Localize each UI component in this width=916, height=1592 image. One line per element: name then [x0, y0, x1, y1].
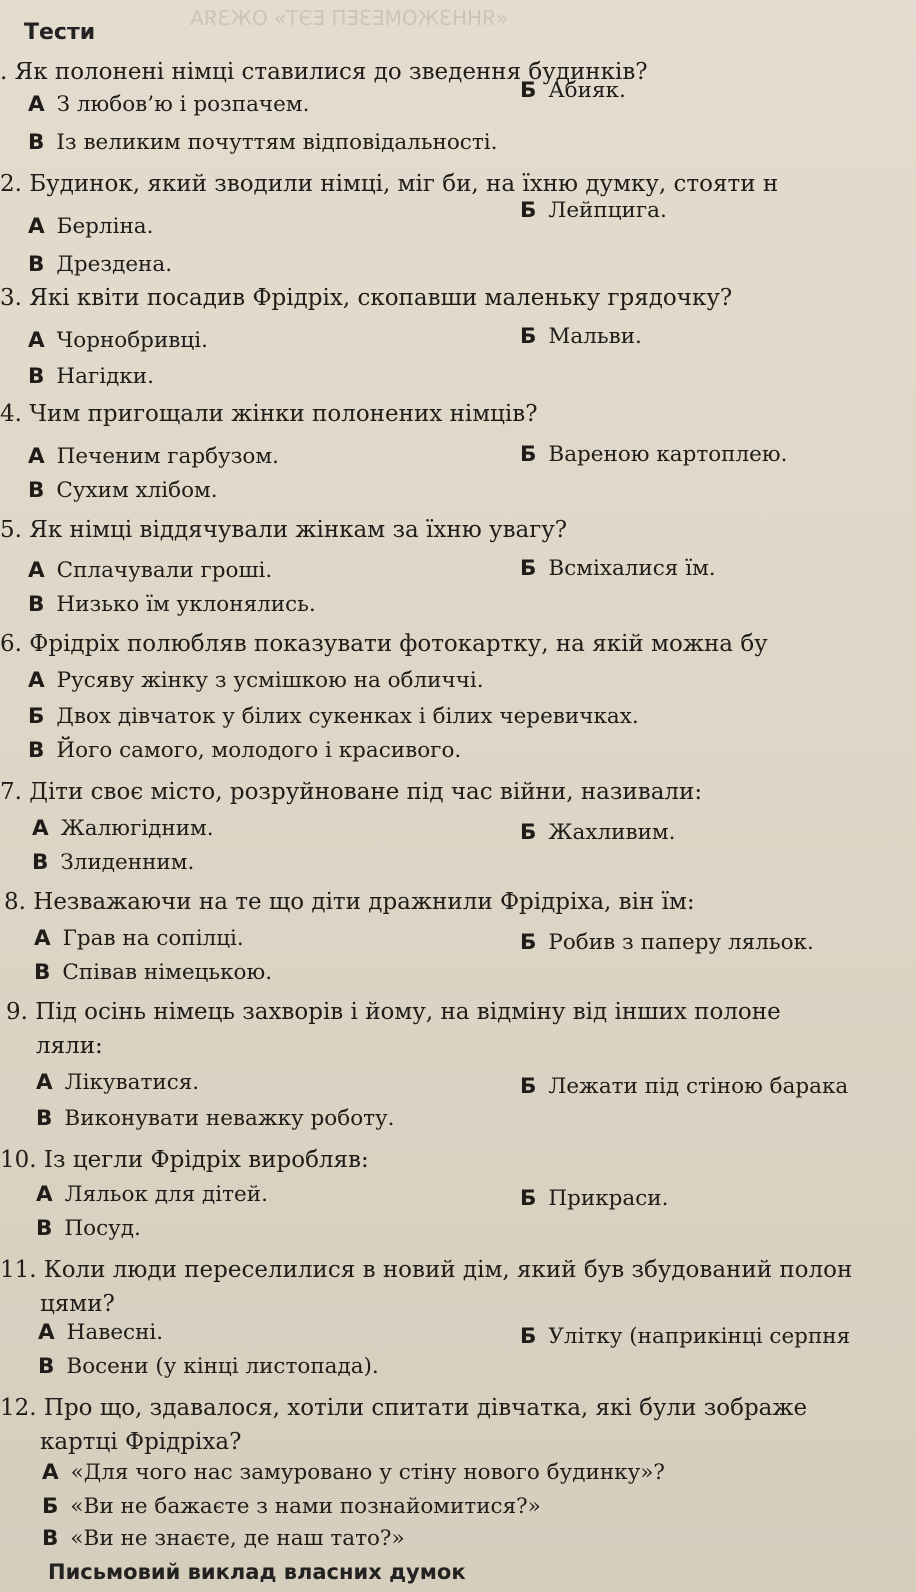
question-text: ляли: — [36, 1033, 103, 1059]
option-text: Нагідки. — [56, 364, 154, 389]
option-letter: А — [28, 328, 45, 353]
option-letter: Б — [520, 556, 537, 581]
option-b — [42, 1492, 541, 1522]
question-text: 3. Які квіти посадив Фрідріх, скопавши маленьку грядочку? — [0, 285, 733, 311]
option-text: «Ви не бажаєте з нами познайомитися?» — [70, 1494, 541, 1519]
option-text: Із великим почуттям відповідальності. — [56, 130, 498, 155]
option-a — [28, 556, 272, 586]
question-text: . Як полонені німці ставилися до зведення будинків? — [0, 59, 648, 85]
option-letter: В — [42, 1526, 59, 1551]
option-c — [42, 1524, 405, 1554]
option-text: Восени (у кінці листопада). — [66, 1354, 379, 1379]
option-c — [28, 128, 497, 158]
option-letter: В — [28, 592, 45, 617]
option-letter: А — [34, 926, 51, 951]
option-text: Сплачували гроші. — [56, 558, 273, 583]
option-letter: Б — [28, 704, 45, 729]
option-letter: А — [32, 816, 49, 841]
option-b — [520, 554, 716, 584]
option-b — [28, 702, 639, 732]
option-letter: А — [36, 1182, 53, 1207]
option-text: Улітку (наприкінці серпня — [548, 1324, 851, 1349]
question-text: 4. Чим пригощали жінки полонених німців? — [0, 401, 538, 427]
option-b — [520, 928, 814, 958]
option-a — [28, 212, 153, 242]
question-text: 6. Фрідріх полюбляв показувати фотокартку, на якій можна бу — [0, 631, 768, 657]
option-text: З любов’ю і розпачем. — [56, 92, 310, 117]
option-a — [36, 1068, 199, 1098]
option-letter: Б — [520, 1186, 537, 1211]
option-text: Жахливим. — [548, 820, 676, 845]
option-text: Жалюгідним. — [60, 816, 214, 841]
option-letter: В — [34, 960, 51, 985]
option-text: Посуд. — [64, 1216, 141, 1241]
bleed-through-text: «ЯНHЗЖОМЕЗЕП ЕЭТ» ОЖЗЯА — [190, 6, 509, 30]
option-letter: А — [28, 668, 45, 693]
option-letter: Б — [42, 1494, 59, 1519]
option-letter: Б — [520, 78, 537, 103]
option-text: «Ви не знаєте, де наш тато?» — [70, 1526, 405, 1551]
question-text: 7. Діти своє місто, розруйноване під час війни, називали: — [0, 779, 703, 805]
option-letter: В — [28, 130, 45, 155]
option-letter: Б — [520, 198, 537, 223]
option-c — [34, 958, 272, 988]
option-b — [520, 818, 675, 848]
option-c — [36, 1104, 395, 1134]
section-title: Тести — [24, 20, 96, 45]
option-a — [28, 442, 279, 472]
option-text: Сухим хлібом. — [56, 478, 218, 503]
option-c — [28, 476, 218, 506]
option-letter: В — [38, 1354, 55, 1379]
option-text: Ляльок для дітей. — [64, 1182, 268, 1207]
question-text: 8. Незважаючи на те що діти дражнили Фрідріха, він їм: — [4, 889, 695, 915]
option-letter: Б — [520, 820, 537, 845]
question-text: 9. Під осінь німець захворів і йому, на відміну від інших полоне — [6, 999, 781, 1025]
option-c — [36, 1214, 141, 1244]
option-text: Всміхалися їм. — [548, 556, 716, 581]
option-letter: В — [32, 850, 49, 875]
option-c — [28, 362, 154, 392]
option-letter: Б — [520, 930, 537, 955]
option-text: Берліна. — [56, 214, 154, 239]
option-text: Чорнобривці. — [56, 328, 208, 353]
option-a — [36, 1180, 268, 1210]
option-text: Навесні. — [66, 1320, 164, 1345]
option-c — [28, 590, 316, 620]
option-a — [28, 326, 208, 356]
option-a — [34, 924, 244, 954]
option-a — [28, 90, 309, 120]
option-text: «Для чого нас замуровано у стіну нового будинку»? — [70, 1460, 665, 1485]
option-text: Русяву жінку з усмішкою на обличчі. — [56, 668, 484, 693]
option-text: Печеним гарбузом. — [56, 444, 279, 469]
option-letter: А — [36, 1070, 53, 1095]
option-text: Злиденним. — [60, 850, 195, 875]
question-text: 10. Із цегли Фрідріх виробляв: — [0, 1147, 369, 1173]
option-letter: Б — [520, 1324, 537, 1349]
question-text: 2. Будинок, який зводили німці, міг би, на їхню думку, стояти н — [0, 171, 779, 197]
option-letter: А — [38, 1320, 55, 1345]
option-c — [28, 736, 461, 766]
question-text: 5. Як німці віддячували жінкам за їхню увагу? — [0, 517, 568, 543]
option-text: Лейпцига. — [548, 198, 667, 223]
option-b — [520, 1184, 668, 1214]
option-letter: В — [28, 364, 45, 389]
option-b — [520, 196, 667, 226]
option-b — [520, 1072, 848, 1102]
option-letter: А — [28, 214, 45, 239]
option-letter: В — [28, 738, 45, 763]
question-text: цями? — [40, 1291, 115, 1317]
option-a — [28, 666, 484, 696]
option-text: Його самого, молодого і красивого. — [56, 738, 462, 763]
option-text: Абияк. — [548, 78, 626, 103]
option-letter: Б — [520, 1074, 537, 1099]
option-letter: А — [28, 92, 45, 117]
question-text: 12. Про що, здавалося, хотіли спитати дівчатка, які були зображе — [0, 1395, 808, 1421]
option-letter: А — [42, 1460, 59, 1485]
option-letter: А — [28, 558, 45, 583]
option-letter: Б — [520, 442, 537, 467]
option-b — [520, 76, 626, 106]
option-text: Прикраси. — [548, 1186, 669, 1211]
option-text: Робив з паперу ляльок. — [548, 930, 814, 955]
option-text: Дрездена. — [56, 252, 173, 277]
option-a — [32, 814, 214, 844]
option-b — [520, 440, 787, 470]
option-letter: В — [36, 1106, 53, 1131]
option-c — [32, 848, 194, 878]
option-a — [38, 1318, 163, 1348]
option-text: Вареною картоплею. — [548, 442, 788, 467]
option-text: Грав на сопілці. — [62, 926, 244, 951]
option-text: Низько їм уклонялись. — [56, 592, 316, 617]
option-c — [28, 250, 172, 280]
option-letter: В — [28, 478, 45, 503]
option-text: Двох дівчаток у білих сукенках і білих черевичках. — [56, 704, 639, 729]
option-letter: В — [36, 1216, 53, 1241]
option-b — [520, 322, 642, 352]
question-text: 11. Коли люди переселилися в новий дім, який був збудований полон — [0, 1257, 853, 1283]
option-text: Мальви. — [548, 324, 642, 349]
option-letter: А — [28, 444, 45, 469]
option-letter: Б — [520, 324, 537, 349]
option-text: Виконувати неважку роботу. — [64, 1106, 395, 1131]
option-c — [38, 1352, 379, 1382]
question-text: картці Фрідріха? — [40, 1429, 242, 1455]
option-text: Лікуватися. — [64, 1070, 200, 1095]
option-b — [520, 1322, 850, 1352]
option-text: Лежати під стіною барака — [548, 1074, 849, 1099]
option-text: Співав німецькою. — [62, 960, 273, 985]
footer-section-title: Письмовий виклад власних думок — [48, 1560, 466, 1584]
option-a — [42, 1458, 665, 1488]
option-letter: В — [28, 252, 45, 277]
